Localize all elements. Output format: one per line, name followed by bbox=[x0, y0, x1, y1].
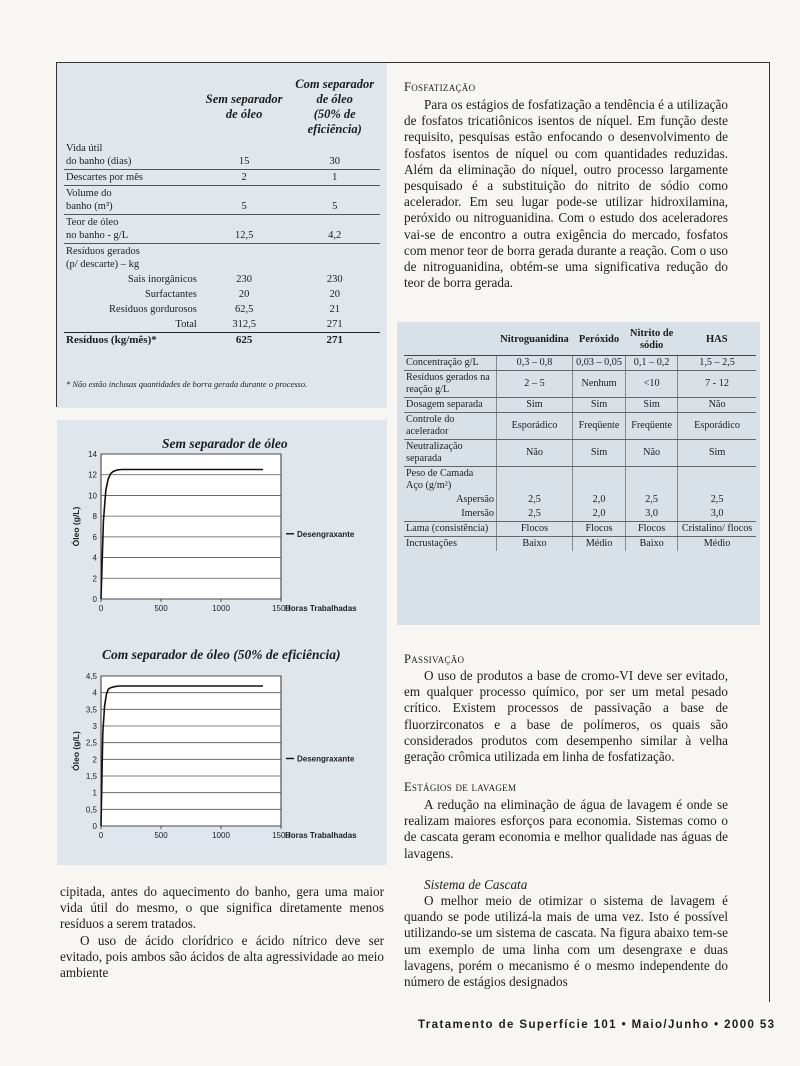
table-row: Resíduos gerados (p/ descarte) – kg bbox=[66, 246, 140, 270]
passivacao-text: O uso de produtos a base de cromo-VI deve ser evitado, em qualquer processo químico, por ser um metal pesado crítico. Existem processos de passivação a base de fluorzirconatos e a base de polímeros, os quais são considerados produtos com desempenho similar à velha geração crômica utilizada em linha de fosfatização. bbox=[404, 668, 728, 765]
heading-lavagem: Estágios de lavagem bbox=[404, 780, 517, 794]
table-row: Vida útil do banho (dias) 15 30 bbox=[64, 141, 380, 170]
table-residuos bbox=[64, 76, 380, 348]
heading-passivacao: Passivação bbox=[404, 652, 465, 666]
table1-note: * Não estão inclusas quantidades de borra gerada durante o processo. bbox=[66, 379, 308, 389]
table-row: Imersão 2,5 2,0 3,0 3,0 bbox=[404, 507, 756, 522]
x-tick-label: 0 bbox=[98, 604, 104, 613]
x-tick-label: 1000 bbox=[212, 831, 230, 840]
legend-label: Desengraxante bbox=[297, 529, 355, 539]
table-row: Controle do acelerador Esporádico Freqüente Freqüente Esporádico bbox=[404, 413, 756, 440]
table-row: Resíduos gordurosos 62,5 21 bbox=[109, 304, 340, 315]
table-row: Lama (consistência) Flocos Flocos Flocos Cristalino/ flocos bbox=[404, 522, 756, 537]
chart-com-separador bbox=[57, 664, 387, 844]
right-rule bbox=[769, 62, 770, 1002]
y-tick-label: 4 bbox=[92, 688, 97, 698]
plot-area bbox=[101, 676, 281, 826]
y-tick-label: 10 bbox=[88, 491, 97, 501]
x-axis-label: Horas Trabalhadas bbox=[285, 831, 357, 840]
x-tick-label: 500 bbox=[154, 604, 168, 613]
table-row: Surfactantes 20 20 bbox=[144, 289, 340, 300]
plot-area bbox=[101, 454, 281, 599]
table-total-row: Resíduos (kg/mês)* 625 271 bbox=[64, 333, 380, 349]
x-tick-label: 500 bbox=[154, 831, 168, 840]
table-row: Teor de óleo no banho - g/L 12,5 4,2 bbox=[64, 215, 380, 244]
table-row: Descartes por mês 2 1 bbox=[64, 170, 380, 186]
y-axis-label: Óleo (g/L) bbox=[71, 731, 81, 771]
table-row: Volume do banho (m³) 5 5 bbox=[64, 186, 380, 215]
legend-label: Desengraxante bbox=[297, 754, 355, 764]
table-row: Aspersão 2,5 2,0 2,5 2,5 bbox=[404, 493, 756, 507]
chart-sem-separador bbox=[57, 450, 387, 625]
table-aceleradores: Nitroguanidina Peróxido Nitrito de sódio HAS Concentração g/L 0,3 – 0,8 0,03 – 0,05 0,1 – 0,2 1,5 – 2,5 Resíduos gerados na reação g/L 2 – 5 Nenhum <10 7 - 12 Dosagem separada Sim Sim Sim Não Controle do acelerador Esporádico Freqüente Freqüente Esporádico Neutralização separada Não Sim Não Sim Peso de Camada Aço (g/m²) Aspersão 2,5 2,0 2,5 2,5 Imersão 2,5 2,0 3,0 3,0 Lama (consistência) Flocos Flocos Flocos Cristalino/ flocos Incrustações Baixo Médio Baixo Médio bbox=[404, 327, 756, 551]
x-axis-label: Horas Trabalhadas bbox=[285, 604, 357, 613]
table-row: Peso de Camada Aço (g/m²) bbox=[404, 467, 756, 494]
y-tick-label: 0,5 bbox=[85, 805, 97, 815]
table-row: Dosagem separada Sim Sim Sim Não bbox=[404, 398, 756, 413]
x-tick-label: 1500 bbox=[272, 831, 290, 840]
table-row: Resíduos gerados na reação g/L 2 – 5 Nenhum <10 7 - 12 bbox=[404, 371, 756, 398]
t1-col-sem: Sem separador de óleo bbox=[205, 92, 283, 121]
y-tick-label: 2,5 bbox=[85, 738, 97, 748]
table-row: Neutralização separada Não Sim Não Sim bbox=[404, 440, 756, 467]
table-row: Concentração g/L 0,3 – 0,8 0,03 – 0,05 0,1 – 0,2 1,5 – 2,5 bbox=[404, 356, 756, 371]
x-tick-label: 1000 bbox=[212, 604, 230, 613]
y-tick-label: 12 bbox=[88, 470, 97, 480]
lavagem-text: A redução na eliminação de água de lavagem é onde se realizam maiores esforços para economia. Sistemas como o de cascata geram economia e melhor qualidade nas águas de lavagens. bbox=[404, 797, 728, 861]
y-tick-label: 2 bbox=[92, 574, 97, 584]
y-tick-label: 4,5 bbox=[85, 672, 97, 681]
chart1-title: Sem separador de óleo bbox=[162, 436, 288, 451]
y-tick-label: 2 bbox=[92, 755, 97, 765]
cascata-text: O melhor meio de otimizar o sistema de lavagem é quando se pode utilizá-la mais de uma vez. Isto é possível utilizando-se um sistema de cascata. Na figura abaixo tem-se um exemplo de uma linha com um desengraxe e duas lavagens, porém o mecanismo é o mesmo independente do número de estágios designados bbox=[404, 893, 728, 990]
x-tick-label: 0 bbox=[98, 831, 104, 840]
y-axis-label: Óleo (g/L) bbox=[71, 506, 81, 547]
fosfatizacao-text: Para os estágios de fosfatização a tendência é a utilização de fosfatos tricatiônicos isentos de níquel. Em função deste requisito, pesquisas estão enfocando o desenvolvimento de fosfatos isentos de níquel ou com quantidades reduzidas. Além da eliminação do níquel, outro processo largamente pesquisado é a substituição do nitrito de sódio como acelerador. Em seu lugar pode-se utilizar hidroxilamina, peróxido ou nitroguanidina. Com o estudo dos aceleradores vai-se de encontro a outra exigência do mercado, fosfatos com menor teor de borra gerada durante a reação. Com o uso de nitroguanidina, obtém-se uma significativa redução do teor de borra gerada. bbox=[404, 97, 728, 291]
y-tick-label: 4 bbox=[92, 553, 97, 563]
table-row: Sais inorgânicos 230 230 bbox=[127, 274, 343, 285]
t1-col-com: Com separador de óleo (50% de eficiência) bbox=[295, 77, 375, 136]
table-row: Incrustações Baixo Médio Baixo Médio bbox=[404, 537, 756, 552]
y-tick-label: 14 bbox=[88, 450, 97, 459]
y-tick-label: 0 bbox=[92, 822, 97, 831]
y-tick-label: 0 bbox=[92, 595, 97, 604]
y-tick-label: 3 bbox=[92, 722, 97, 731]
y-tick-label: 1,5 bbox=[85, 772, 97, 781]
y-tick-label: 1 bbox=[92, 788, 97, 798]
left-bottom-text: cipitada, antes do aquecimento do banho, gera uma maior vida útil do mesmo, o que significa diretamente menos resíduos a serem tratados. O uso de ácido clorídrico e ácido nítrico deve ser evitado, pois ambos são ácidos de alta agressividade ao meio ambiente bbox=[60, 884, 384, 981]
chart2-title: Com separador de óleo (50% de eficiência) bbox=[102, 647, 341, 662]
heading-fosfatizacao: Fosfatização bbox=[404, 80, 476, 94]
heading-cascata: Sistema de Cascata bbox=[424, 877, 528, 892]
y-tick-label: 6 bbox=[92, 532, 97, 542]
x-tick-label: 1500 bbox=[272, 604, 290, 613]
y-tick-label: 3,5 bbox=[85, 705, 97, 715]
page-footer: Tratamento de Superfície 101 • Maio/Junho • 2000 53 bbox=[418, 1019, 776, 1031]
table-row: Total 312,5 271 bbox=[175, 319, 343, 330]
y-tick-label: 8 bbox=[92, 512, 97, 522]
